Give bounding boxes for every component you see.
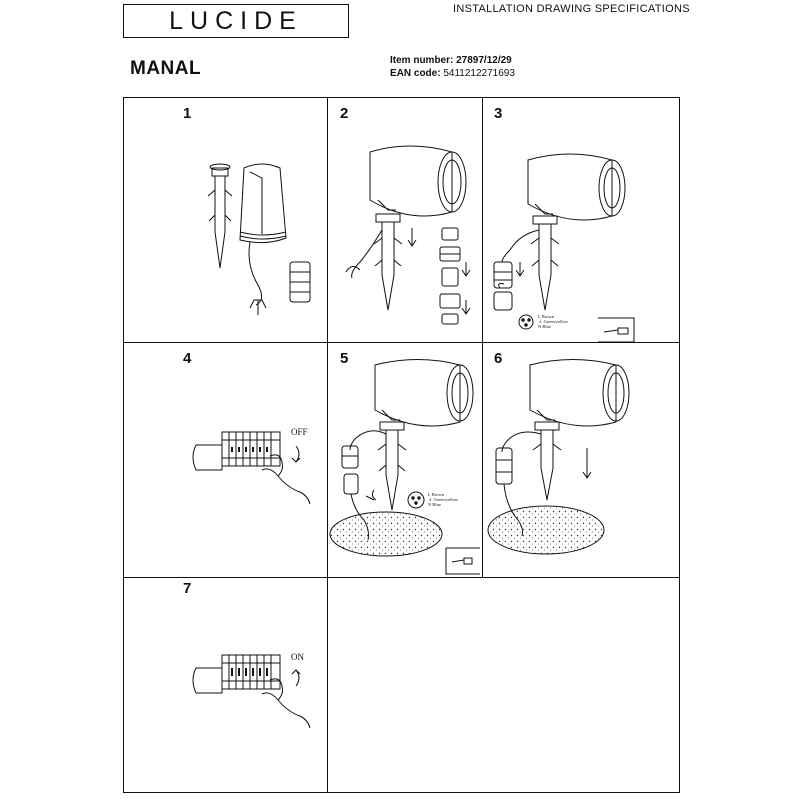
step6-installed-icon xyxy=(488,360,629,555)
switch-on-label: ON xyxy=(291,652,304,662)
item-number-value: 27897/12/29 xyxy=(456,55,512,66)
step-number-4: 4 xyxy=(183,350,192,367)
ean-label: EAN code: xyxy=(390,68,441,79)
item-number-label: Item number: xyxy=(390,55,454,66)
ean-value: 5411212271693 xyxy=(443,68,515,79)
step5-wiring-legend: L Brown ⏚ Green/yellow N Blue xyxy=(428,492,459,507)
step2-assembly-icon xyxy=(346,146,470,324)
step1-parts-icon xyxy=(208,164,310,315)
step7-breaker-on-icon xyxy=(193,655,310,728)
document-title: INSTALLATION DRAWING SPECIFICATIONS xyxy=(453,3,690,15)
step-number-3: 3 xyxy=(494,105,503,122)
step-number-5: 5 xyxy=(340,350,349,367)
step3-wiring-legend: L Brown ⏚ Green/yellow N Blue xyxy=(538,314,569,329)
step-number-6: 6 xyxy=(494,350,503,367)
brand-logo: LUCIDE xyxy=(169,6,303,35)
step4-breaker-off-icon xyxy=(193,432,310,504)
product-name: MANAL xyxy=(130,58,202,79)
step5-mounting-icon xyxy=(330,360,480,575)
step-number-1: 1 xyxy=(183,105,192,122)
switch-off-label: OFF xyxy=(291,427,308,437)
step-number-2: 2 xyxy=(340,105,349,122)
step-number-7: 7 xyxy=(183,580,192,597)
